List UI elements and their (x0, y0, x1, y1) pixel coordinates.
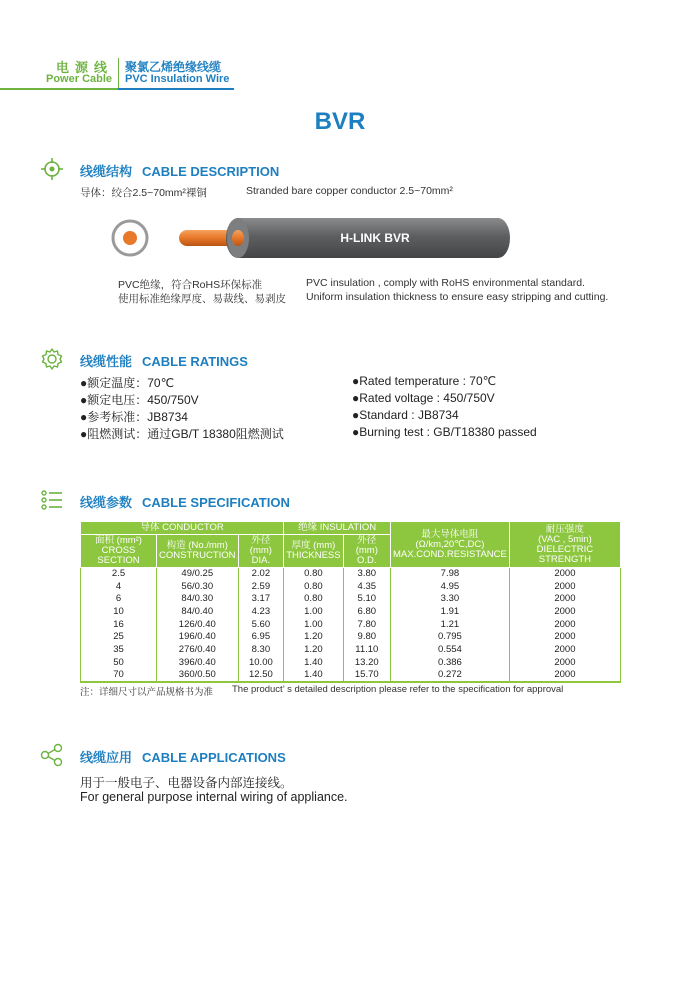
cell-dielectric: 2000 (509, 606, 620, 619)
cell-cross-section: 25 (81, 631, 157, 644)
cell-dielectric: 2000 (509, 669, 620, 682)
cell-cross-section: 70 (81, 669, 157, 682)
ratings-heading-en: CABLE RATINGS (142, 354, 248, 369)
table-row (81, 568, 621, 581)
cable-print-text: H-LINK BVR (340, 231, 410, 245)
category-cn: 电源线 (56, 60, 114, 75)
cell-cross-section: 2.5 (81, 568, 157, 581)
cable-illustration (100, 210, 520, 266)
cell-thickness: 1.20 (284, 644, 343, 657)
col-dia-en: DIA. (251, 555, 271, 566)
cell-dielectric: 2000 (509, 644, 620, 657)
cell-od: 11.10 (343, 644, 390, 657)
col-max-resistance (391, 522, 510, 568)
cell-cross-section: 35 (81, 644, 157, 657)
cell-construction: 49/0.25 (157, 568, 239, 581)
ratings-heading (80, 351, 248, 370)
cell-max-resistance: 1.91 (391, 606, 510, 619)
page-title: BVR (314, 108, 366, 135)
cell-thickness: 1.00 (284, 618, 343, 631)
table-row (81, 644, 621, 657)
cell-construction: 276/0.40 (157, 644, 239, 657)
cell-dia: 8.30 (238, 644, 284, 657)
col-od (343, 535, 390, 568)
cell-dielectric: 2000 (509, 656, 620, 669)
conductor-en: Stranded bare copper conductor 2.5~70mm² (246, 185, 453, 197)
cell-max-resistance: 3.30 (391, 593, 510, 606)
header-underline-blue (118, 88, 234, 90)
cell-construction: 360/0.50 (157, 669, 239, 682)
cell-max-resistance: 0.272 (391, 669, 510, 682)
col-construction (157, 535, 239, 568)
cell-cross-section: 4 (81, 580, 157, 593)
cell-dielectric: 2000 (509, 593, 620, 606)
col-max-resistance-cn: 最大导体电阻 (421, 528, 479, 540)
insulation-cn-1: PVC绝缘，符合RoHS环保标准 (118, 279, 263, 291)
cell-thickness: 1.00 (284, 606, 343, 619)
category-en: Power Cable (46, 73, 113, 85)
insulation-cn-2: 使用标准绝缘厚度、易裁线、易剥皮 (118, 293, 286, 305)
table-row (81, 631, 621, 644)
insulation-en-2: Uniform insulation thickness to ensure easy stripping and cutting. (306, 291, 609, 303)
product-en: PVC Insulation Wire (125, 73, 230, 85)
applications-text-cn: 用于一般电子、电器设备内部连接线。 (80, 776, 293, 790)
cell-cross-section: 16 (81, 618, 157, 631)
cell-dielectric: 2000 (509, 568, 620, 581)
rating-en-1: ●Rated temperature : 70℃ (352, 374, 497, 388)
cell-thickness: 0.80 (284, 593, 343, 606)
cell-thickness: 0.80 (284, 580, 343, 593)
cell-cross-section: 6 (81, 593, 157, 606)
cell-od: 15.70 (343, 669, 390, 682)
note-cn: 注：详细尺寸以产品规格书为准 (80, 687, 214, 698)
spec-table (80, 521, 621, 683)
cell-dia: 2.59 (238, 580, 284, 593)
col-dia (238, 535, 284, 568)
cell-max-resistance: 0.554 (391, 644, 510, 657)
applications-heading (80, 747, 286, 766)
cell-max-resistance: 7.98 (391, 568, 510, 581)
col-od-en: O.D. (357, 555, 377, 566)
col-cross-section-cn: 面积 (mm²) (95, 535, 142, 546)
cell-od: 9.80 (343, 631, 390, 644)
cell-dielectric: 2000 (509, 618, 620, 631)
table-row (81, 656, 621, 669)
cell-thickness: 1.40 (284, 669, 343, 682)
cell-max-resistance: 0.386 (391, 656, 510, 669)
cell-dia: 6.95 (238, 631, 284, 644)
cell-dia: 5.60 (238, 618, 284, 631)
ratings-heading-cn: 线缆性能 (80, 354, 133, 369)
table-row (81, 580, 621, 593)
rating-en-3: ●Standard : JB8734 (352, 408, 459, 422)
rating-en-4: ●Burning test : GB/T18380 passed (352, 425, 537, 439)
cell-thickness: 1.20 (284, 631, 343, 644)
rating-cn-1: ●额定温度：70℃ (80, 376, 175, 390)
cell-cross-section: 10 (81, 606, 157, 619)
gear-icon (40, 347, 64, 371)
rating-cn-2: ●额定电压：450/750V (80, 393, 199, 407)
table-row (81, 618, 621, 631)
applications-text-en: For general purpose internal wiring of appliance. (80, 790, 348, 804)
col-dielectric-en: DIELECTRIC STRENGTH (536, 543, 594, 565)
list-icon (40, 488, 64, 512)
col-od-cn: 外径 (mm) (355, 535, 378, 556)
header-divider (118, 58, 119, 88)
cell-max-resistance: 1.21 (391, 618, 510, 631)
col-dielectric-unit: (VAC , 5min) (538, 533, 592, 545)
cell-od: 4.35 (343, 580, 390, 593)
note-en: The product’ s detailed description please refer to the specification for approval (232, 684, 564, 695)
table-row (81, 669, 621, 682)
col-dielectric (509, 522, 620, 568)
cell-max-resistance: 4.95 (391, 580, 510, 593)
rating-en-2: ●Rated voltage : 450/750V (352, 391, 495, 405)
conductor-cn: 导体：绞合2.5~70mm²裸铜 (80, 187, 207, 199)
col-cross-section (81, 535, 157, 568)
col-construction-cn: 构造 (No./mm) (166, 540, 228, 551)
cell-construction: 396/0.40 (157, 656, 239, 669)
description-heading-cn: 线缆结构 (80, 164, 133, 179)
cell-cross-section: 50 (81, 656, 157, 669)
col-dia-cn: 外径 (mm) (249, 535, 272, 556)
col-thickness-en: THICKNESS (286, 550, 341, 561)
cell-od: 7.80 (343, 618, 390, 631)
cell-construction: 56/0.30 (157, 580, 239, 593)
col-dielectric-cn: 耐压强度 (545, 523, 584, 535)
table-row (81, 593, 621, 606)
cell-dia: 2.02 (238, 568, 284, 581)
spec-heading-cn: 线缆参数 (80, 495, 133, 510)
rating-cn-4: ●阻燃测试：通过GB/T 18380阻燃测试 (80, 427, 284, 441)
cell-thickness: 1.40 (284, 656, 343, 669)
target-icon (40, 157, 64, 181)
cell-dielectric: 2000 (509, 631, 620, 644)
cell-od: 3.80 (343, 568, 390, 581)
applications-heading-en: CABLE APPLICATIONS (142, 750, 286, 765)
col-thickness-cn: 厚度 (mm) (291, 540, 336, 551)
insulation-en-1: PVC insulation , comply with RoHS environmental standard. (306, 277, 585, 289)
col-cross-section-en: CROSS SECTION (97, 545, 140, 566)
rating-cn-3: ●参考标准：JB8734 (80, 410, 188, 424)
cell-dia: 12.50 (238, 669, 284, 682)
spec-heading-en: CABLE SPECIFICATION (142, 495, 290, 510)
col-max-resistance-unit: (Ω/km,20℃,DC) (415, 538, 485, 550)
cell-construction: 196/0.40 (157, 631, 239, 644)
description-heading (80, 161, 279, 180)
cell-construction: 126/0.40 (157, 618, 239, 631)
col-construction-en: CONSTRUCTION (159, 550, 236, 561)
table-row (81, 606, 621, 619)
description-heading-en: CABLE DESCRIPTION (142, 164, 280, 179)
product-cn: 聚氯乙烯绝缘线缆 (125, 60, 222, 74)
page-header (0, 0, 680, 100)
cell-dia: 3.17 (238, 593, 284, 606)
cell-dielectric: 2000 (509, 580, 620, 593)
cell-thickness: 0.80 (284, 568, 343, 581)
spec-table-body (81, 568, 621, 683)
header-underline-green (0, 88, 118, 90)
cell-construction: 84/0.40 (157, 606, 239, 619)
cell-construction: 84/0.30 (157, 593, 239, 606)
spec-heading (80, 492, 290, 511)
group-insulation: 绝缘 INSULATION (284, 522, 391, 535)
applications-heading-cn: 线缆应用 (80, 750, 133, 765)
cell-dia: 10.00 (238, 656, 284, 669)
col-max-resistance-en: MAX.COND.RESISTANCE (393, 548, 507, 560)
cell-dia: 4.23 (238, 606, 284, 619)
cell-od: 5.10 (343, 593, 390, 606)
col-thickness (284, 535, 343, 568)
cell-od: 13.20 (343, 656, 390, 669)
group-conductor: 导体 CONDUCTOR (81, 522, 284, 535)
cell-max-resistance: 0.795 (391, 631, 510, 644)
cell-od: 6.80 (343, 606, 390, 619)
share-icon (40, 743, 64, 767)
